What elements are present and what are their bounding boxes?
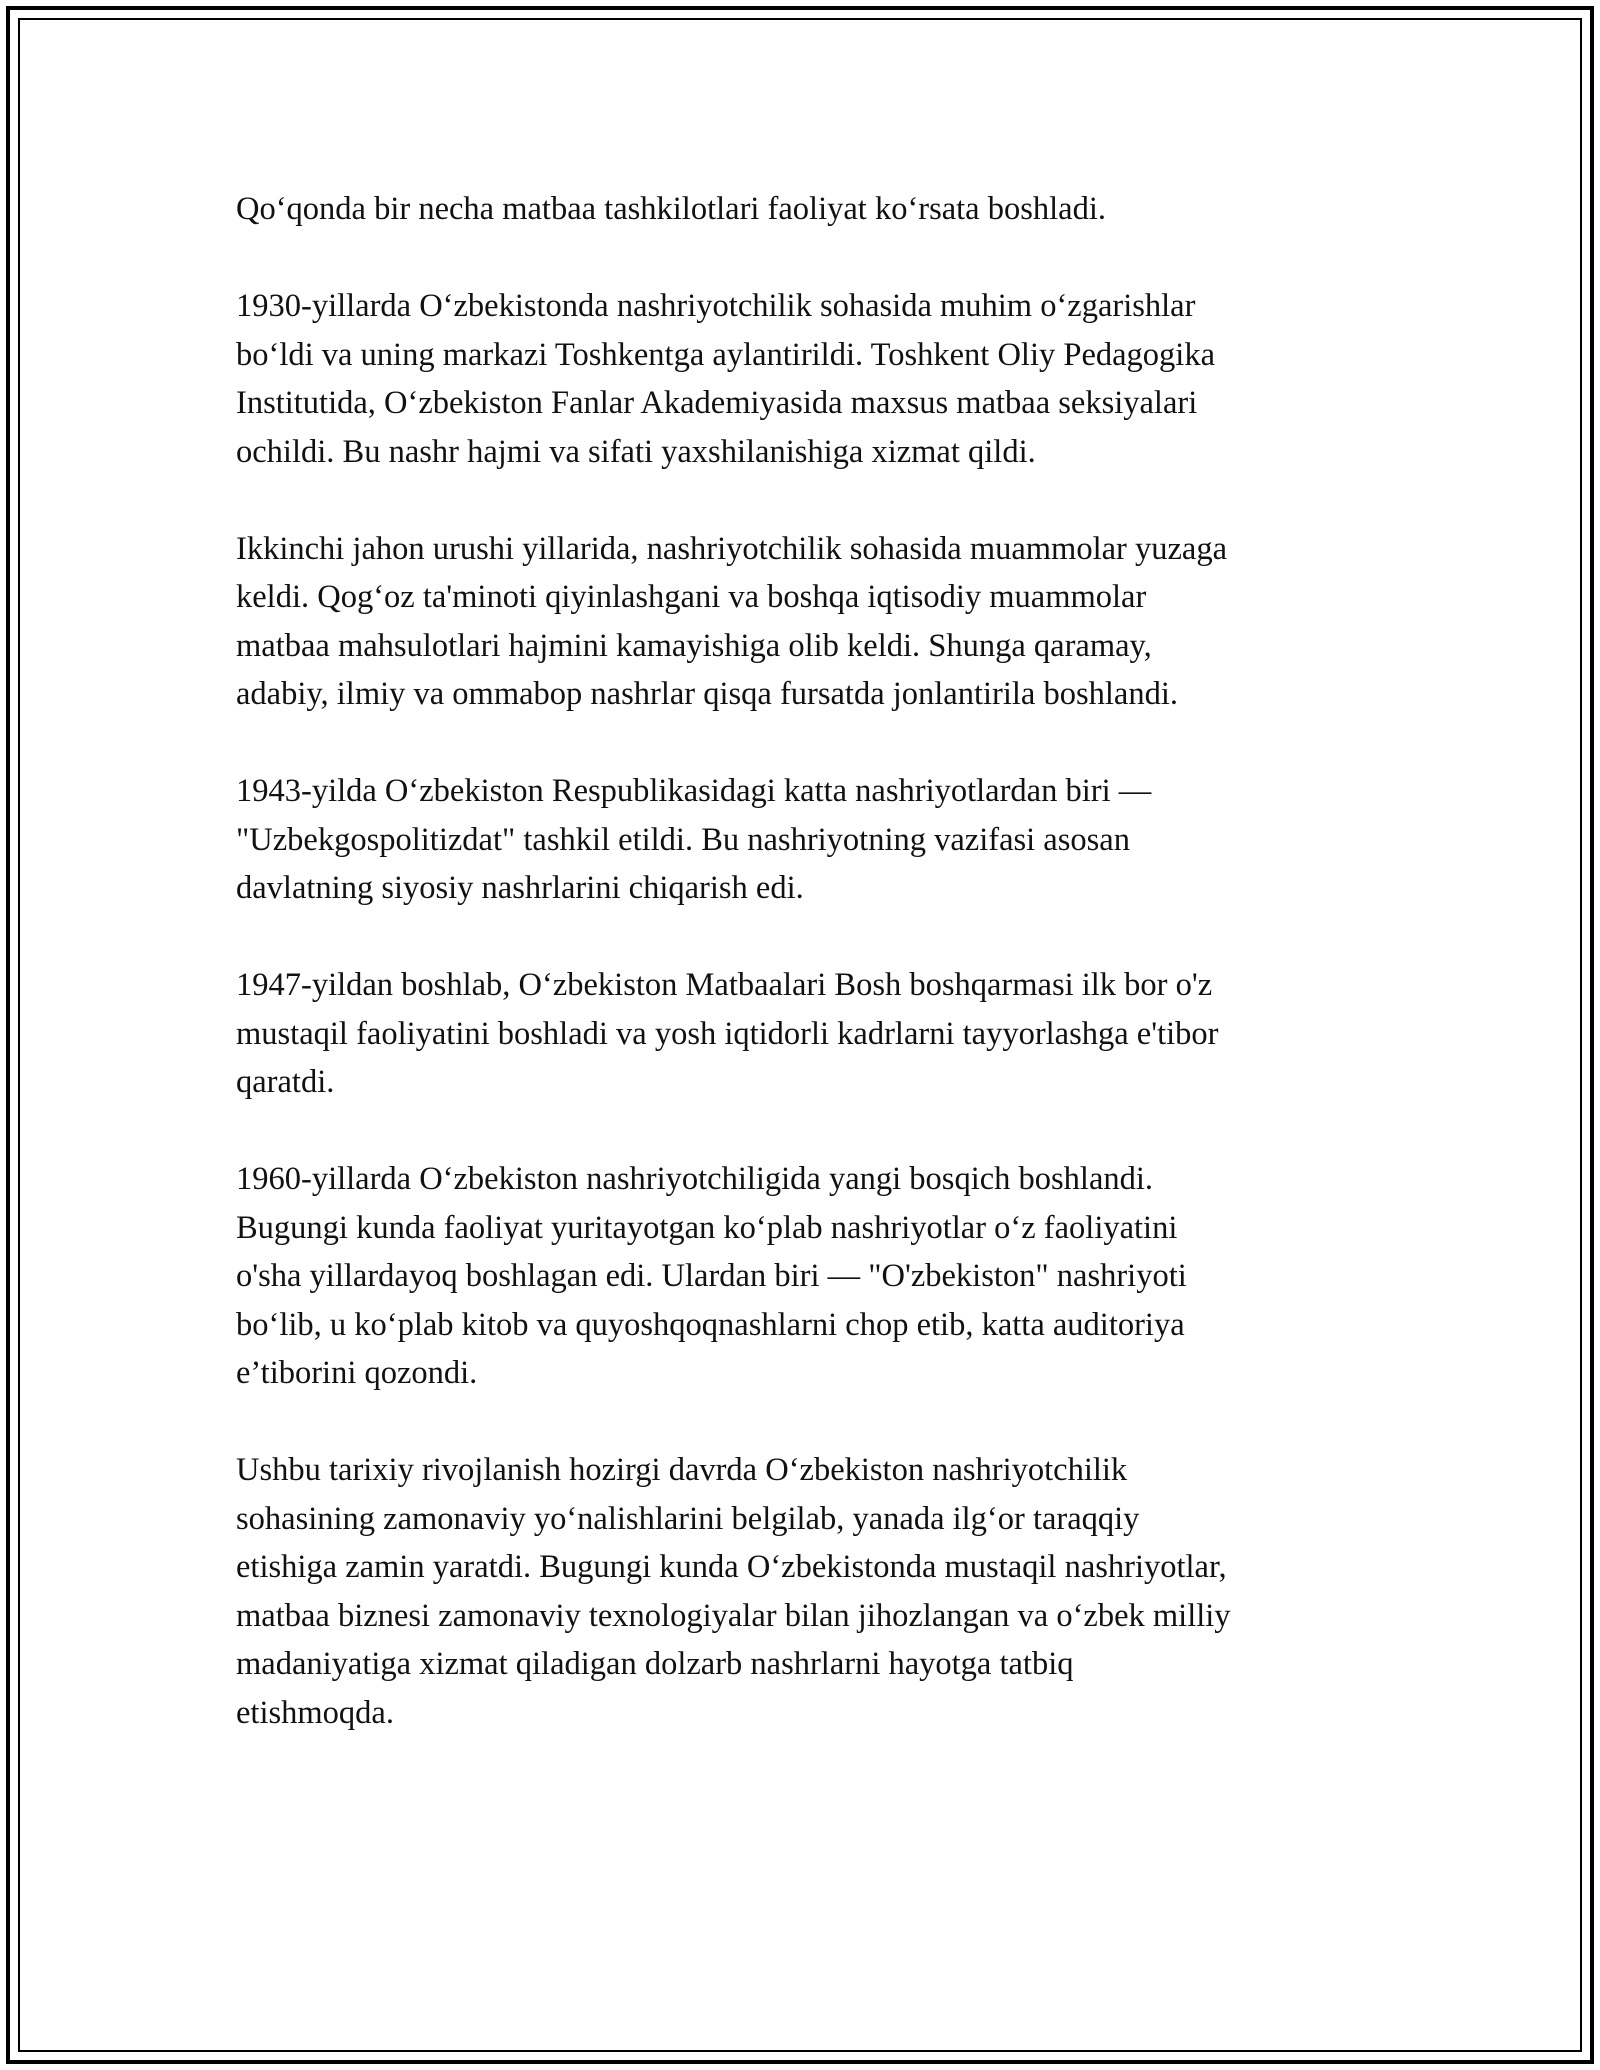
paragraph-1960s: 1960-yillarda O‘zbekiston nashriyotchiligida yangi bosqich boshlandi. Bugungi kunda faoliyat yuritayotgan ko‘plab nashriyotlar o‘z faoliyatini o'sha yillardayoq boshlagan edi. Ulardan biri — "O'zbekiston" nashriyoti bo‘lib, u ko‘plab kitob va quyoshqoqnashlarni chop etib, katta auditoriya e’tiborini qozondi.	[236, 1161, 1187, 1391]
paragraph-1930s: 1930-yillarda O‘zbekistonda nashriyotchilik sohasida muhim o‘zgarishlar bo‘ldi va uning markazi Toshkentga aylantirildi. Toshkent Oliy Pedagogika Institutida, O‘zbekiston Fanlar Akademiyasida maxsus matbaa seksiyalari ochildi. Bu nashr hajmi va sifati yaxshilanishiga xizmat qildi.	[236, 288, 1215, 470]
paragraph-1947: 1947-yildan boshlab, O‘zbekiston Matbaalari Bosh boshqarmasi ilk bor o'z mustaqil faoliyatini boshladi va yosh iqtidorli kadrlarni tayyorlashga e'tibor qaratdi.	[236, 967, 1219, 1100]
paragraph-world-war-two: Ikkinchi jahon urushi yillarida, nashriyotchilik sohasida muammolar yuzaga keldi. Qog‘oz ta'minoti qiyinlashgani va boshqa iqtisodiy muammolar matbaa mahsulotlari hajmini kamayishiga olib keldi. Shunga qaramay, adabiy, ilmiy va ommabop nashrlar qisqa fursatda jonlantirila boshlandi.	[236, 530, 1228, 712]
paragraph-1943: 1943-yilda O‘zbekiston Respublikasidagi katta nashriyotlardan biri — "Uzbekgospolitizdat" tashkil etildi. Bu nashriyotning vazifasi asosan davlatning siyosiy nashrlarini chiqarish edi.	[236, 773, 1152, 906]
document-body	[236, 185, 1366, 1737]
paragraph-conclusion: Ushbu tarixiy rivojlanish hozirgi davrda O‘zbekiston nashriyotchilik sohasining zamonaviy yo‘nalishlarini belgilab, yanada ilg‘or taraqqiy etishiga zamin yaratdi. Bugungi kunda O‘zbekistonda mustaqil nashriyotlar, matbaa biznesi zamonaviy texnologiyalar bilan jihozlangan va o‘zbek milliy madaniyatiga xizmat qiladigan dolzarb nashrlarni hayotga tatbiq etishmoqda.	[236, 1452, 1231, 1731]
paragraph-qoqon-printing: Qo‘qonda bir necha matbaa tashkilotlari faoliyat ko‘rsata boshladi.	[236, 191, 1106, 227]
